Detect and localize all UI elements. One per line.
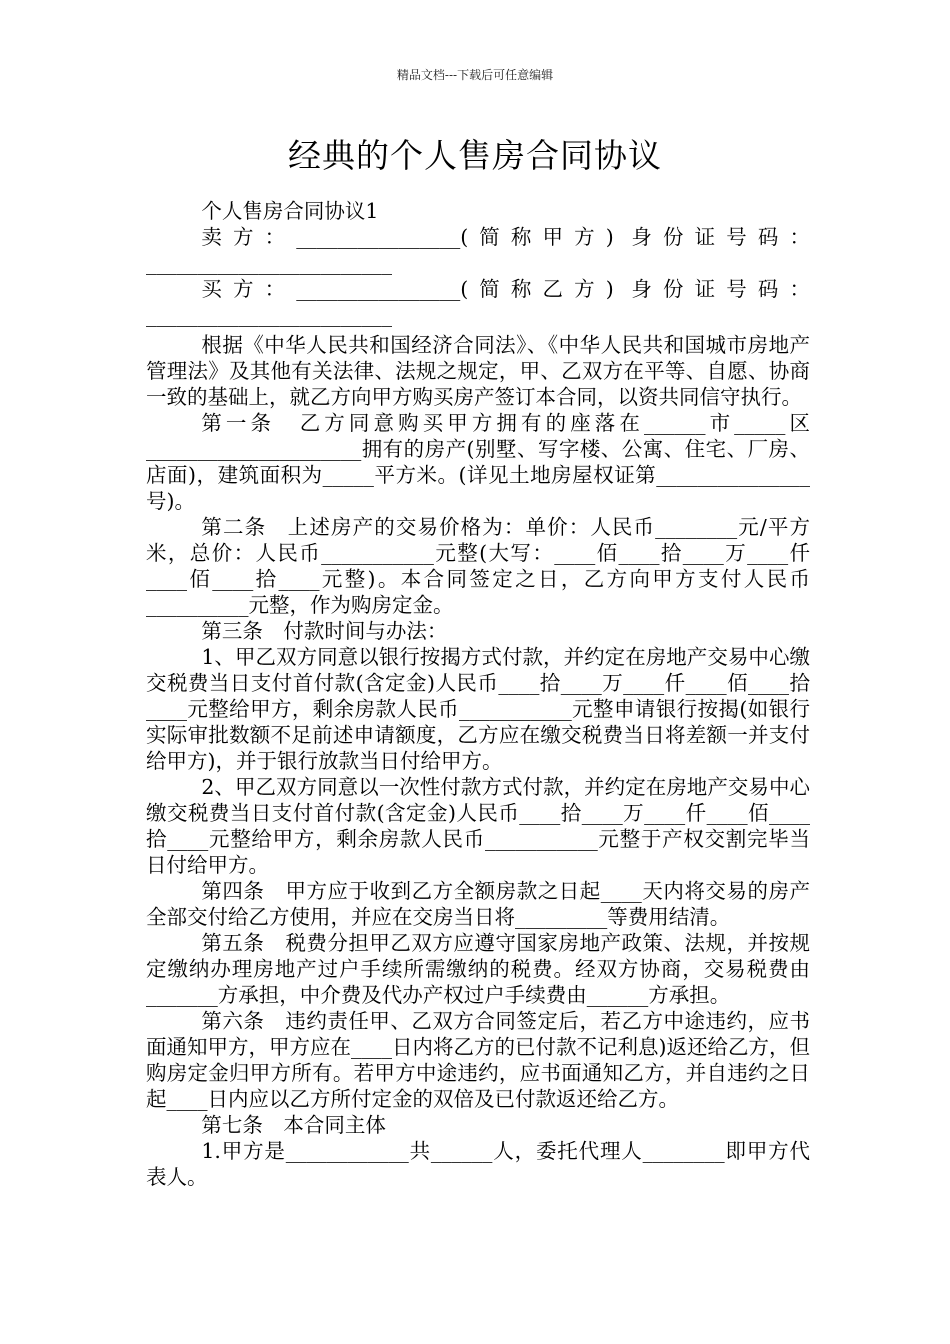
document-body [146,198,810,1190]
article-3-heading: 第三条 付款时间与办法： [201,619,448,643]
article-5: 第五条 税费分担甲乙双方应遵守国家房地产政策、法规，并按规定缴纳办理房地产过户手续所需缴纳的税费。经双方协商，交易税费由_______方承担，中介费及代办产权过户手续费由______方承担。 [146,931,810,1007]
page-header: 精品文档---下载后可任意编辑 [396,68,554,82]
article-3-item-2: 2、甲乙双方同意以一次性付款方式付款，并约定在房地产交易中心缴交税费当日支付首付款(含定金)人民币____拾____万____仟____佰____拾____元整给甲方，剩余房款人民币___________元整于产权交割完毕当日付给甲方。 [146,775,810,877]
seller-line: 卖方：________________(简称甲方) 身份证号码：________________________ [146,225,810,275]
article-1: 第一条 乙方同意购买甲方拥有的座落在______市_____区_____________________拥有的房产(别墅、写字楼、公寓、住宅、厂房、店面)，建筑面积为_____平方米。(详见土地房屋权证第_______________号)。 [146,411,810,513]
document-title: 经典的个人售房合同协议 [288,136,662,175]
article-7-item-1: 1.甲方是____________共______人，委托代理人________即甲方代表人。 [146,1139,810,1189]
preamble-paragraph: 根据《中华人民共和国经济合同法》、《中华人民共和国城市房地产管理法》及其他有关法律、法规之规定，甲、乙双方在平等、自愿、协商一致的基础上，就乙方向甲方购买房产签订本合同，以资共同信守执行。 [146,333,810,409]
article-4: 第四条 甲方应于收到乙方全额房款之日起____天内将交易的房产全部交付给乙方使用，并应在交房当日将_________等费用结清。 [146,879,810,929]
article-3-item-1: 1、甲乙双方同意以银行按揭方式付款，并约定在房地产交易中心缴交税费当日支付首付款(含定金)人民币____拾____万____仟____佰____拾____元整给甲方，剩余房款人民币___________元整申请银行按揭(如银行实际审批数额不足前述申请额度，乙方应在缴交税费当日将差额一并支付给甲方)，并于银行放款当日付给甲方。 [146,645,810,773]
article-2: 第二条 上述房产的交易价格为：单价：人民币________元/平方米，总价：人民币___________元整(大写：____佰____拾____万____仟____佰____拾____元整)。本合同签定之日，乙方向甲方支付人民币__________元整，作为购房定金。 [146,515,810,617]
subtitle-paragraph: 个人售房合同协议1 [201,199,379,223]
article-6: 第六条 违约责任甲、乙双方合同签定后，若乙方中途违约，应书面通知甲方，甲方应在____日内将乙方的已付款不记利息)返还给乙方，但购房定金归甲方所有。若甲方中途违约，应书面通知乙方，并自违约之日起____日内应以乙方所付定金的双倍及已付款返还给乙方。 [146,1009,810,1111]
article-7-heading: 第七条 本合同主体 [201,1113,386,1137]
buyer-line: 买方：________________(简称乙方) 身份证号码：________________________ [146,277,810,327]
